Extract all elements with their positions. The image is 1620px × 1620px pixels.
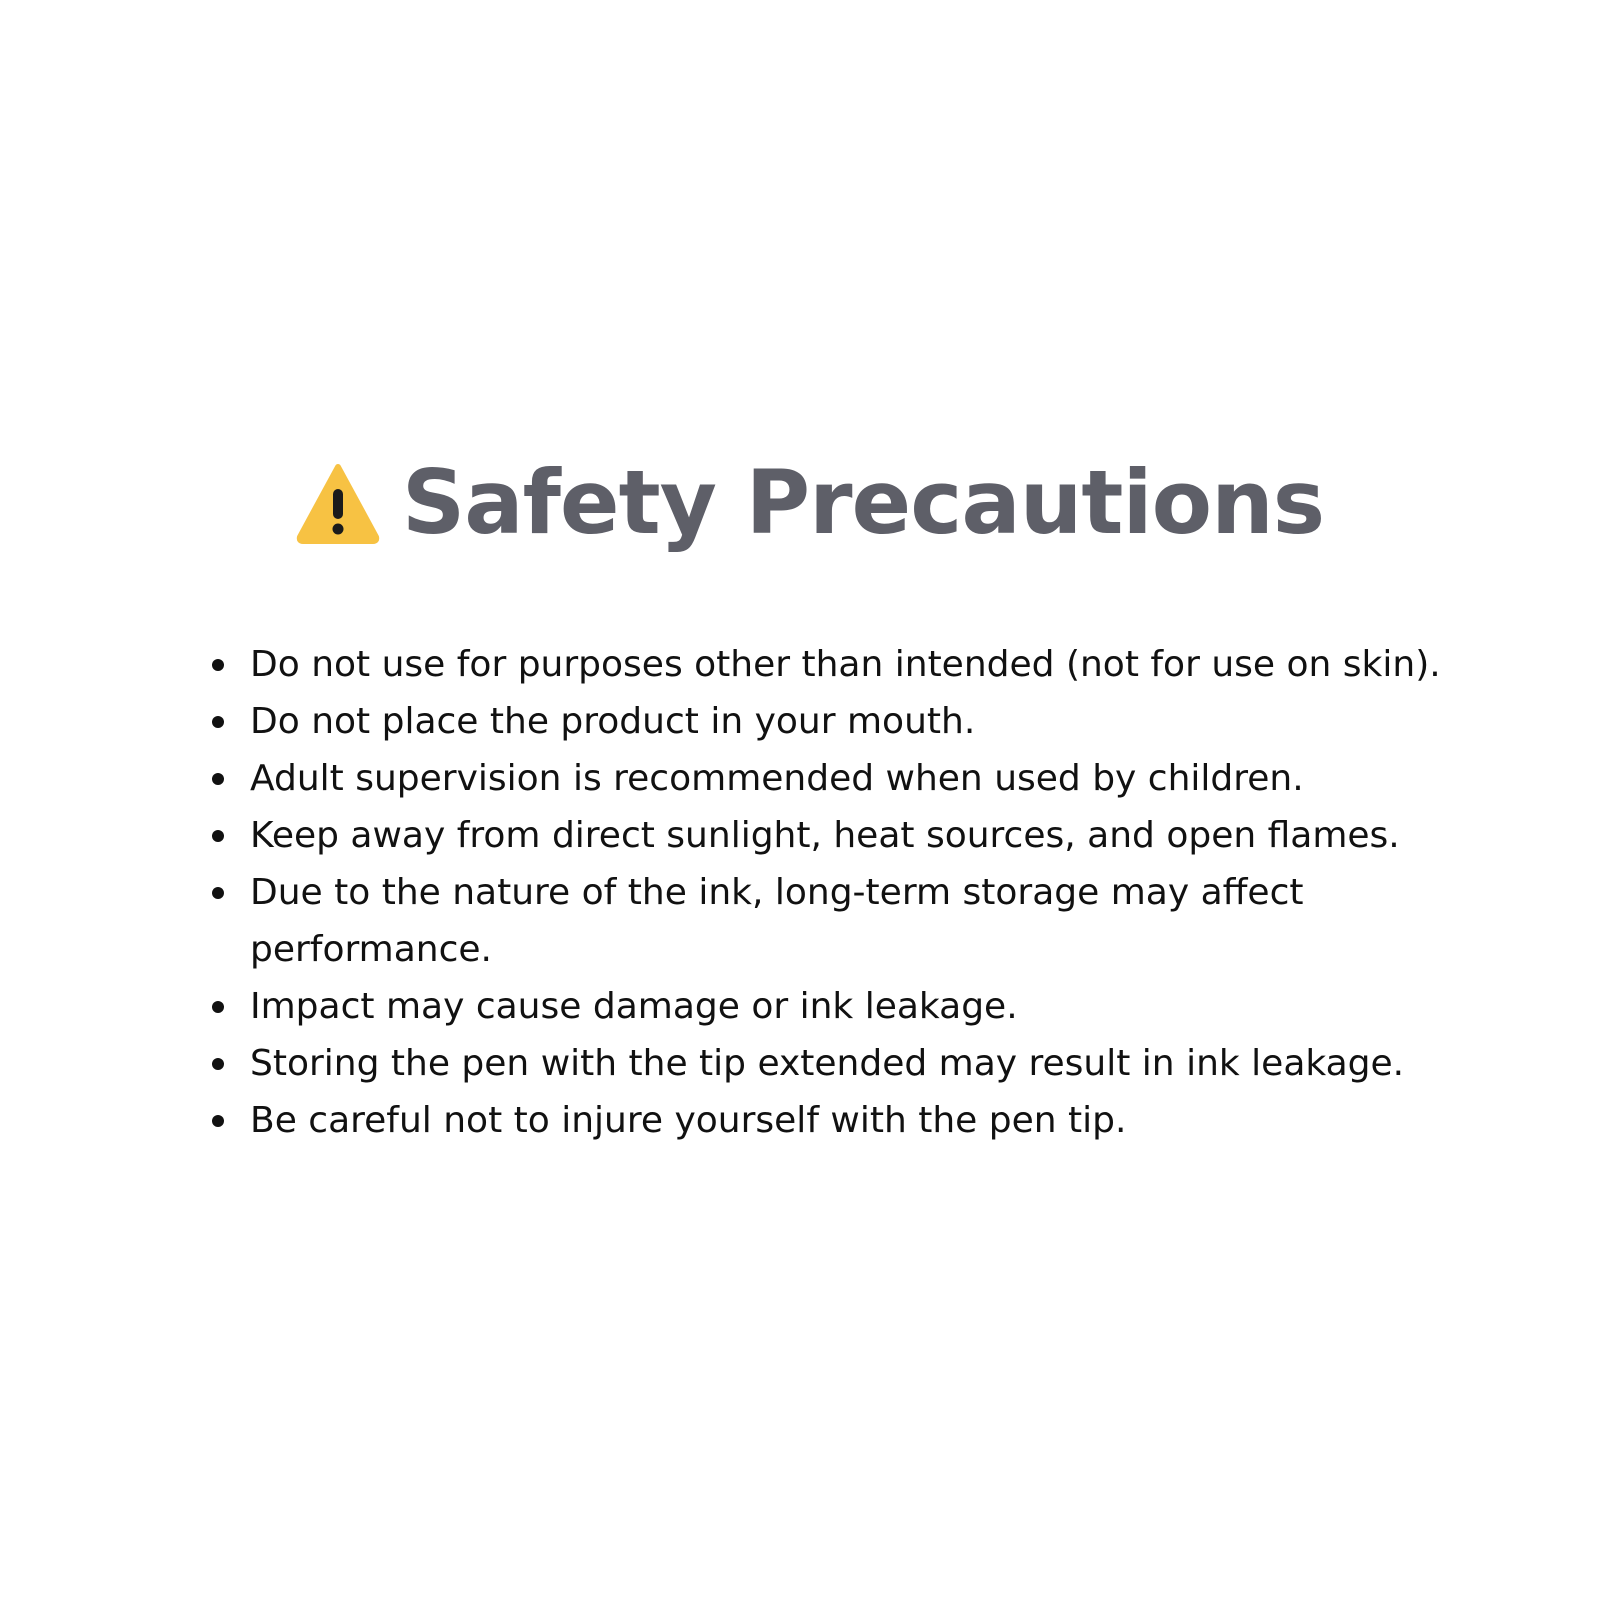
- bullet-icon: [212, 1001, 224, 1013]
- precautions-list: [200, 636, 1500, 1149]
- list-item-text: Due to the nature of the ink, long-term storage may affect performance.: [250, 872, 1304, 970]
- bullet-icon: [212, 1058, 224, 1070]
- list-item: [200, 1092, 1500, 1149]
- title-row: [0, 448, 1620, 558]
- list-item-text: Do not place the product in your mouth.: [250, 701, 976, 742]
- bullet-icon: [212, 716, 224, 728]
- warning-icon: [296, 461, 380, 545]
- bullet-icon: [212, 773, 224, 785]
- list-item-text: Be careful not to injure yourself with the pen tip.: [250, 1100, 1127, 1141]
- list-item: [200, 978, 1500, 1035]
- bullet-icon: [212, 659, 224, 671]
- list-item: [200, 864, 1500, 978]
- list-item-text: Keep away from direct sunlight, heat sources, and open flames.: [250, 815, 1400, 856]
- list-item: [200, 750, 1500, 807]
- bullet-icon: [212, 830, 224, 842]
- bullet-icon: [212, 1115, 224, 1127]
- list-item-text: Impact may cause damage or ink leakage.: [250, 986, 1018, 1027]
- list-item: [200, 636, 1500, 693]
- list-item: [200, 1035, 1500, 1092]
- page-title: Safety Precautions: [401, 451, 1325, 554]
- list-item: [200, 807, 1500, 864]
- bullet-icon: [212, 887, 224, 899]
- list-item: [200, 693, 1500, 750]
- list-item-text: Storing the pen with the tip extended may result in ink leakage.: [250, 1043, 1405, 1084]
- list-item-text: Adult supervision is recommended when used by children.: [250, 758, 1304, 799]
- list-item-text: Do not use for purposes other than intended (not for use on skin).: [250, 644, 1441, 685]
